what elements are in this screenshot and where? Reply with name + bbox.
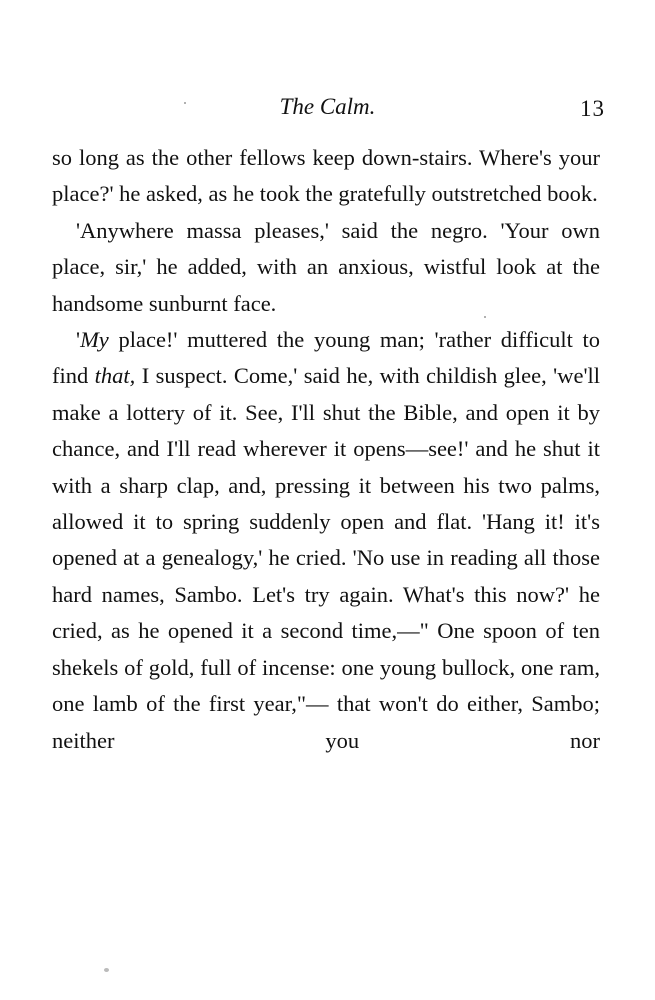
paper-speck	[484, 316, 486, 318]
paper-speck	[184, 102, 186, 104]
paragraph-3	[52, 322, 600, 759]
text-segment-italic: that,	[94, 363, 136, 389]
paragraph-1: so long as the other fellows keep down-stairs. Where's your place?' he asked, as he took the gratefully outstretched book.	[52, 145, 600, 207]
text-segment: I suspect. Come,' said he, with childish glee, 'we'll make a lottery of it. See, I'll shut the Bible, and open it by chance, and I'll read wherever it opens—see!' and he shut it with a sharp clap, and, pressing it between his two palms, allowed it to spring suddenly open and flat. 'Hang it! it's opened at a genealogy,' he cried. 'No use in reading all those hard names, Sambo. Let's try again. What's this now?' he cried, as he opened it a second time,—" One spoon of ten shekels of gold, full of incense: one young bullock, one ram, one lamb of the first year,"— that won't do either, Sambo; neither you nor	[52, 363, 601, 753]
body-text	[52, 140, 600, 759]
paper-speck	[104, 968, 109, 972]
text-segment: place!' muttered the young man; 'rather difficult to find	[52, 327, 600, 389]
text-segment-italic: My	[80, 327, 109, 353]
paragraph-2: 'Anywhere massa pleases,' said the negro. 'Your own place, sir,' he added, with an anxious, wistful look at the handsome sunburnt face.	[52, 217, 600, 316]
page-header	[50, 92, 605, 126]
text-segment: '	[76, 327, 81, 353]
running-title: The Calm.	[279, 94, 376, 119]
page-number: 13	[580, 96, 605, 121]
